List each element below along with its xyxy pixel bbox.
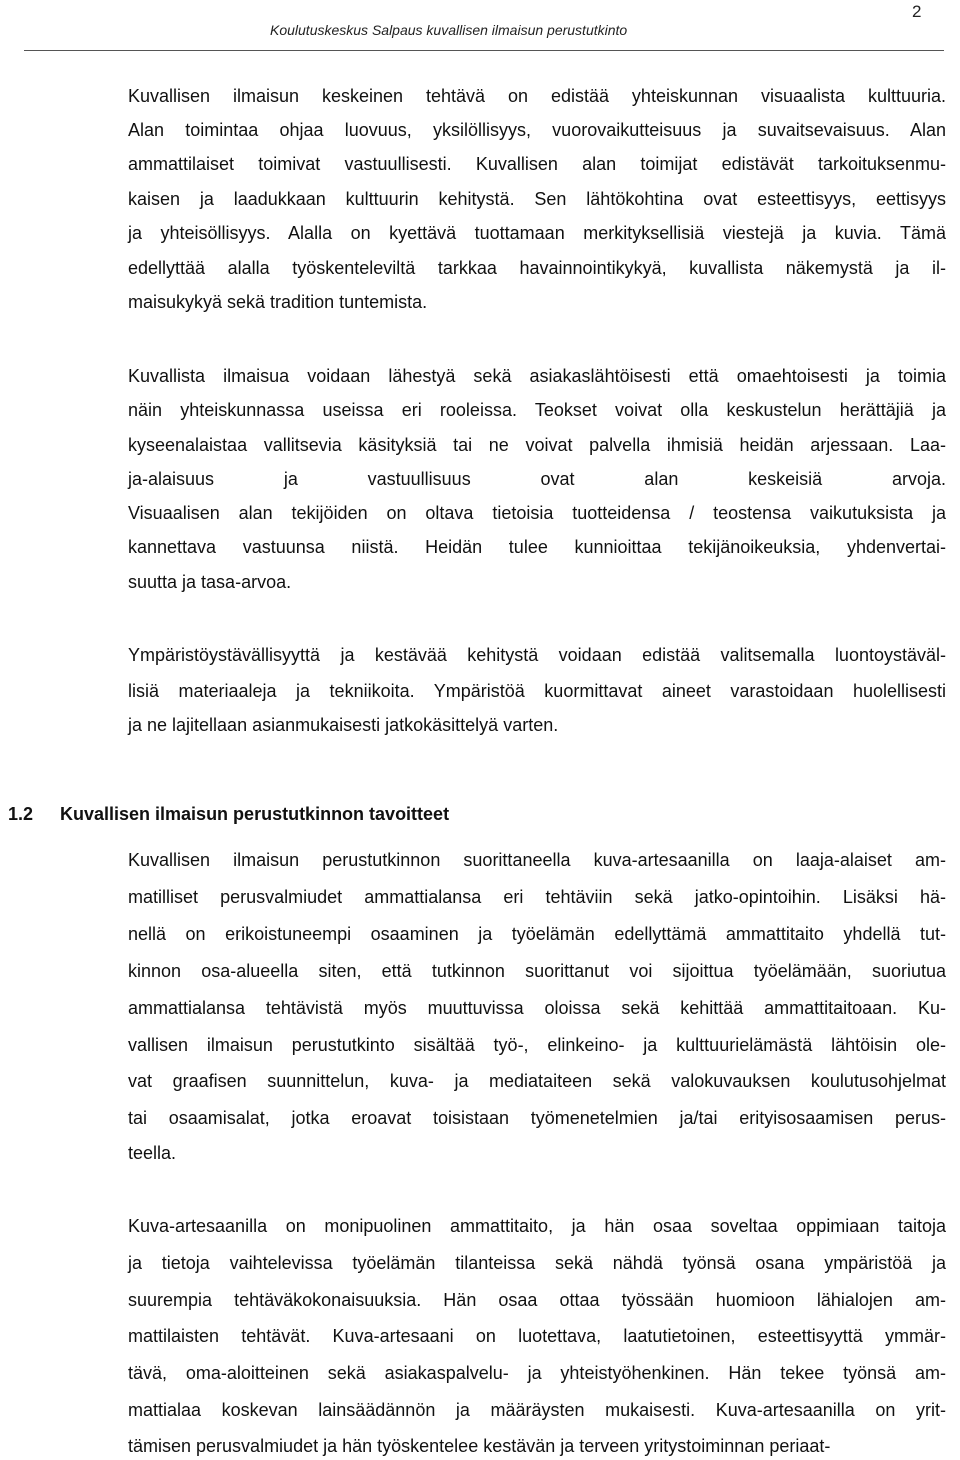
page-number: 2 <box>912 2 922 21</box>
text-line: lisiä materiaaleja ja tekniikoita. Ympäristöä kuormittavat aineet varastoidaan huolellisesti <box>128 681 946 701</box>
text-line: ja tietoja vaihtelevissa työelämän tilanteissa sekä nähdä työnsä osana ympäristöä ja <box>128 1253 946 1273</box>
text-line: edellyttää alalla työskenteleviltä tarkkaa havainnointikykyä, kuvallista näkemystä ja il- <box>128 258 946 278</box>
text-line: suutta ja tasa-arvoa. <box>128 572 292 592</box>
text-line: nellä on erikoistuneempi osaaminen ja työelämän edellyttämä ammattitaito yhdellä tut- <box>128 924 946 944</box>
text-line: kyseenalaistaa vallitsevia käsityksiä tai ne voivat palvella ihmisiä heidän arjessaan. Laa- <box>128 435 946 455</box>
page-header <box>0 0 960 60</box>
text-line: Kuva-artesaanilla on monipuolinen ammattitaito, ja hän osaa soveltaa oppimiaan taitoja <box>128 1216 946 1236</box>
text-line: vallisen ilmaisun perustutkinto sisältää työ-, elinkeino- ja kulttuurielämästä lähtöisin ole- <box>128 1035 946 1055</box>
text-line: maisukykyä sekä tradition tuntemista. <box>128 292 428 312</box>
section-heading: Kuvallisen ilmaisun perustutkinnon tavoitteet <box>60 804 450 824</box>
header-divider <box>24 50 944 51</box>
text-line: ammattialansa tehtävistä myös muuttuvissa oloissa sekä kehittää ammattitaitoaan. Ku- <box>128 998 946 1018</box>
text-line: näin yhteiskunnassa useissa eri rooleissa. Teokset voivat olla keskustelun herättäjiä ja <box>128 400 946 420</box>
text-line: Kuvallista ilmaisua voidaan lähestyä sekä asiakaslähtöisesti että omaehtoisesti ja toimia <box>128 366 946 386</box>
text-line: tämisen perusvalmiudet ja hän työskentelee kestävän ja terveen yritystoiminnan periaat- <box>128 1436 831 1456</box>
text-line: ja ne lajitellaan asianmukaisesti jatkokäsittelyä varten. <box>128 715 559 735</box>
text-line: ja yhteisöllisyys. Alalla on kyettävä tuottamaan merkityksellisiä viestejä ja kuvia. Tämä <box>128 223 946 243</box>
text-line: ammattilaiset toimivat vastuullisesti. Kuvallisen alan toimijat edistävät tarkoituksenmu- <box>128 154 946 174</box>
text-line: Kuvallisen ilmaisun perustutkinnon suorittaneella kuva-artesaanilla on laaja-alaiset am- <box>128 850 946 870</box>
text-line: mattialaa koskevan lainsäädännön ja määräysten mukaisesti. Kuva-artesaanilla on yrit- <box>128 1400 946 1420</box>
text-line: Alan toimintaa ohjaa luovuus, yksilöllisyys, vuorovaikutteisuus ja suvaitsevaisuus. Alan <box>128 120 946 140</box>
text-line: kaisen ja laadukkaan kulttuurin kehitystä. Sen lähtökohtina ovat esteettisyys, eettisyys <box>128 189 946 209</box>
text-line: teella. <box>128 1143 177 1163</box>
text-line: tävä, oma-aloitteinen sekä asiakaspalvelu- ja yhteistyöhenkinen. Hän tekee työnsä am- <box>128 1363 946 1383</box>
text-line: mattilaisten tehtävät. Kuva-artesaani on luotettava, laatutietoinen, esteettisyyttä ymmär- <box>128 1326 946 1346</box>
text-line: kinnon osa-alueella siten, että tutkinnon suorittanut voi sijoittua työelämään, suoriutua <box>128 961 946 981</box>
text-line: Kuvallisen ilmaisun keskeinen tehtävä on edistää yhteiskunnan visuaalista kulttuuria. <box>128 86 946 106</box>
text-line: Ympäristöystävällisyyttä ja kestävää kehitystä voidaan edistää valitsemalla luontoystäväl- <box>128 645 946 665</box>
section-number: 1.2 <box>8 804 34 824</box>
text-line: ja-alaisuus ja vastuullisuus ovat alan keskeisiä arvoja. <box>128 469 946 489</box>
text-line: tai osaamisalat, jotka eroavat toisistaan työmenetelmien ja/tai erityisosaamisen perus- <box>128 1108 946 1128</box>
text-line: vat graafisen suunnittelun, kuva- ja mediataiteen sekä valokuvauksen koulutusohjelmat <box>128 1071 946 1091</box>
text-line: matilliset perusvalmiudet ammattialansa eri tehtäviin sekä jatko-opintoihin. Lisäksi hä- <box>128 887 946 907</box>
text-line: kannettava vastuunsa niistä. Heidän tulee kunnioittaa tekijänoikeuksia, yhdenvertai- <box>128 537 946 557</box>
text-line: Visuaalisen alan tekijöiden on oltava tietoisia tuotteidensa / teostensa vaikutuksista ja <box>128 503 946 523</box>
text-line: suurempia tehtäväkokonaisuuksia. Hän osaa ottaa työssään huomioon lähialojen am- <box>128 1290 946 1310</box>
header-title: Koulutuskeskus Salpaus kuvallisen ilmaisun perustutkinto <box>270 22 628 38</box>
